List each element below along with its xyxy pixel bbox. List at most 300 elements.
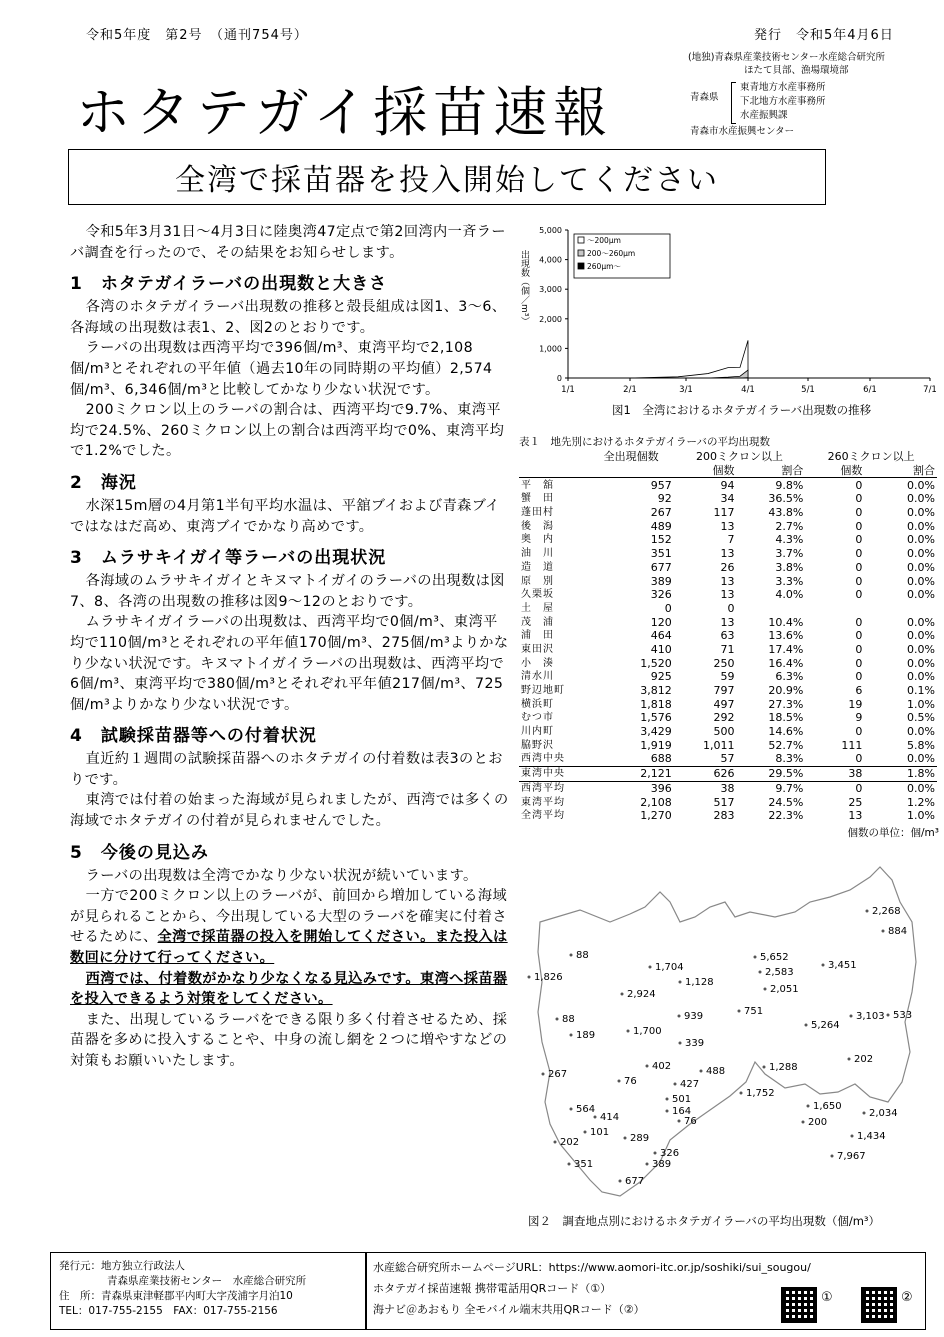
table-cell: 0.5% [907, 711, 935, 725]
station-point [754, 956, 757, 959]
station-point [678, 1120, 681, 1123]
table-cell: 0 [855, 547, 863, 561]
table-cell: 造 道 [521, 561, 554, 573]
station-value-label: 101 [590, 1127, 610, 1138]
table-cell: 0 [855, 725, 863, 739]
table-cell: 1,270 [640, 809, 672, 823]
table-row [519, 809, 937, 823]
qr-label-2: ② [901, 1290, 913, 1305]
table-cell: 後 潟 [521, 520, 554, 532]
station-value-label: 1,650 [813, 1101, 842, 1112]
table-cell: 2,108 [640, 795, 672, 809]
org-line: ほたて貝部、漁場環境部 [744, 65, 849, 76]
table-cell: 283 [713, 809, 735, 823]
station-point [700, 1070, 703, 1073]
table-cell: 13 [720, 615, 735, 629]
legend-swatch [578, 250, 584, 256]
table-cell: 0.0% [907, 781, 935, 795]
table-cell: 38 [805, 766, 864, 781]
table-cell: 油 川 [521, 548, 554, 560]
station-point [679, 981, 682, 984]
homepage-url[interactable]: 水産総合研究所ホームページURL：https://www.aomori-itc.or.jp/soshiki/sui_sougou/ [373, 1261, 811, 1274]
table-cell: 13 [848, 809, 863, 823]
x-tick-label: 6/1 [863, 385, 877, 395]
table-row [519, 615, 937, 629]
station-point [848, 1058, 851, 1061]
table-row [519, 519, 937, 533]
station-value-label: 414 [600, 1112, 620, 1123]
table-cell: 平 舘 [521, 479, 554, 491]
station-point [627, 1030, 630, 1033]
table-cell: 18.5% [768, 711, 804, 725]
station-point [666, 1110, 669, 1113]
station-point [759, 971, 762, 974]
table-cell: 3.8% [775, 560, 804, 574]
section-title: 5 今後の見込み [70, 842, 209, 863]
table-cell: 0.0% [907, 574, 935, 588]
chart-legend [574, 234, 670, 278]
table-cell: 横浜町 [521, 698, 554, 710]
station-value-label: 189 [576, 1030, 596, 1041]
table-cell: 0 [855, 670, 863, 684]
station-value-label: 326 [660, 1148, 680, 1159]
station-value-label: 202 [560, 1137, 580, 1148]
table-cell: 0 [855, 519, 863, 533]
table-cell: 0.0% [907, 533, 935, 547]
paragraph: 東湾では付着の始まった海域が見られましたが、西湾では多くの海域でホタテガイの付着が見られませんでした。 [70, 792, 509, 830]
table-cell: 200ミクロン以上 [696, 450, 784, 464]
table-cell: 1.0% [907, 809, 935, 823]
station-point [863, 1112, 866, 1115]
table-cell: 267 [650, 506, 672, 520]
station-point [646, 1163, 649, 1166]
station-point [738, 1010, 741, 1013]
table-cell: 797 [713, 684, 735, 698]
table-cell: 0 [727, 601, 735, 615]
chart-title: 図1 全湾におけるホタテガイラーバ出現数の推移 [612, 403, 872, 417]
station-value-label: 3,103 [856, 1011, 885, 1022]
table-cell: 20.9% [768, 684, 804, 698]
station-value-label: 939 [684, 1011, 704, 1022]
station-value-label: 884 [888, 926, 908, 937]
table-cell: 71 [720, 642, 735, 656]
table-cell: 120 [650, 615, 672, 629]
table-row [519, 561, 937, 575]
table-row [519, 684, 937, 698]
table-cell [519, 464, 588, 478]
table-cell: 1,011 [702, 738, 735, 752]
station-point [887, 1014, 890, 1017]
table-cell: 22.3% [768, 809, 804, 823]
table-title: 表１ 地先別におけるホタテガイラーバの平均出現数 [519, 436, 770, 448]
table-cell: 0.0% [907, 506, 935, 520]
table-cell: 全湾平均 [521, 810, 565, 822]
table-cell: 6.3% [775, 670, 804, 684]
table-cell [805, 602, 864, 616]
table-cell: 16.4% [768, 656, 804, 670]
table-row [519, 697, 937, 711]
station-value-label: 427 [680, 1079, 700, 1090]
org-line: 東青地方水産事務所 [740, 82, 826, 93]
station-value-label: 501 [672, 1094, 692, 1105]
table-cell: 1,520 [640, 656, 672, 670]
table-cell: 1,919 [640, 738, 672, 752]
y-tick-label: 2,000 [539, 314, 562, 324]
table-cell: 茂 浦 [521, 616, 554, 628]
table-cell: 17.4% [768, 642, 804, 656]
table-cell: 3.7% [775, 547, 804, 561]
station-point [542, 1073, 545, 1076]
table-cell: 6 [855, 684, 863, 698]
station-point [666, 1098, 669, 1101]
table-cell: 0 [855, 781, 863, 795]
table-cell: 0 [855, 588, 863, 602]
org-line: 青森市水産振興センター [690, 126, 795, 137]
table-cell: 0.1% [907, 684, 935, 698]
table-cell: 38 [720, 781, 735, 795]
station-point [594, 1116, 597, 1119]
legend-swatch [578, 237, 584, 243]
table-cell: 3,812 [640, 684, 672, 698]
station-point [554, 1141, 557, 1144]
table-cell: 292 [713, 711, 735, 725]
table-cell: 0.0% [907, 670, 935, 684]
station-value-label: 164 [672, 1106, 692, 1117]
table-cell: 奥 内 [521, 534, 554, 546]
footer-line: 青森県産業技術センター 水産総合研究所 [107, 1275, 307, 1287]
table-cell: 25 [848, 795, 863, 809]
paragraph: ラーバの出現数は全湾でかなり少ない状況が続いています。 [85, 867, 478, 884]
table-cell: 92 [657, 492, 672, 506]
map-caption: 図２ 調査地点別におけるホタテガイラーバの平均出現数（個/m³） [528, 1214, 881, 1228]
table-row [519, 574, 937, 588]
table-cell: 7 [727, 533, 735, 547]
table-row [519, 725, 937, 739]
station-point [570, 954, 573, 957]
table-row [519, 506, 937, 520]
table-cell: 63 [720, 629, 735, 643]
table-row [519, 602, 937, 616]
paragraph: 直近約１週間の試験採苗器へのホタテガイの付着数は表3のとおりです。 [70, 751, 503, 788]
table-row [519, 795, 937, 809]
section-title: 1 ホタテガイラーバの出現数と大きさ [70, 274, 388, 295]
table-cell: 626 [674, 766, 737, 781]
table-row [519, 670, 937, 684]
table-cell: 517 [713, 795, 735, 809]
table-cell: 蓬田村 [521, 507, 554, 519]
table-cell: 0 [805, 752, 864, 766]
table-cell: 13 [720, 588, 735, 602]
station-value-label: 200 [808, 1117, 828, 1128]
article-body [70, 222, 512, 1072]
station-value-label: 2,268 [872, 906, 901, 917]
station-value-label: 76 [684, 1116, 697, 1127]
table-cell: 個数 [805, 464, 864, 478]
table-cell: 497 [713, 697, 735, 711]
station-value-label: 1,128 [685, 977, 714, 988]
station-value-label: 3,451 [828, 960, 857, 971]
table-cell: 250 [713, 656, 735, 670]
station-value-label: 1,752 [746, 1088, 775, 1099]
paragraph-emphasis: 西湾では、付着数がかなり少なくなる見込みです。東湾へ採苗器を投入できるよう対策をしてください。 [70, 970, 508, 1008]
table-cell: 0 [664, 601, 672, 615]
y-tick-label: 1,000 [539, 344, 562, 354]
paragraph: 200ミクロン以上のラーバの割合は、西湾平均で9.7%、東湾平均で24.5%、260ミクロン以上の割合は西湾平均で0%、東湾平均で1.2%でした。 [70, 402, 505, 460]
table-cell: 0.0% [907, 492, 935, 506]
table-cell: 925 [650, 670, 672, 684]
station-point [570, 1034, 573, 1037]
station-value-label: 88 [562, 1014, 575, 1025]
table-cell: 24.5% [768, 795, 804, 809]
table-cell: 29.5% [736, 766, 805, 781]
station-point [851, 1135, 854, 1138]
table-cell: 0.0% [907, 642, 935, 656]
table-cell: 東田沢 [521, 643, 554, 655]
station-value-label: 76 [624, 1076, 637, 1087]
table-cell: 4.0% [775, 588, 804, 602]
table-cell: 川内町 [521, 726, 554, 738]
table-cell: むつ市 [521, 712, 554, 724]
org-line: 水産振興課 [740, 110, 788, 121]
table-row [519, 629, 937, 643]
legend-swatch [578, 263, 584, 269]
table-cell: 14.6% [768, 725, 804, 739]
table-cell: 13 [720, 519, 735, 533]
table-cell [736, 602, 805, 616]
footer-links [366, 1252, 926, 1330]
table-row [519, 711, 937, 725]
table-cell: 0.0% [907, 547, 935, 561]
legend-label: 200～260μm [587, 249, 636, 258]
table-cell: 19 [848, 697, 863, 711]
paragraph: 一方で200ミクロン以上のラーバが、前回から増加している海域が見られることから、今出現している大型のラーバを確実に付着させるために、全湾で採苗器の投入を開始してください。また投入は数回に分けて行ってください。 [70, 888, 508, 967]
table-cell: 割合 [864, 464, 937, 478]
station-point [528, 976, 531, 979]
larvae-table [519, 450, 937, 823]
table-cell: 2.7% [775, 519, 804, 533]
table-cell: 152 [650, 533, 672, 547]
qr-code-2-icon[interactable] [861, 1287, 897, 1323]
table-cell: 1.2% [907, 795, 935, 809]
station-point [570, 1108, 573, 1111]
table-row [519, 588, 937, 602]
station-value-label: 488 [706, 1066, 726, 1077]
headline [68, 149, 826, 205]
table-cell: 396 [650, 781, 672, 795]
x-tick-label: 5/1 [801, 385, 815, 395]
table-cell: 0 [855, 492, 863, 506]
station-value-label: 7,967 [837, 1151, 866, 1162]
intro-paragraph: 令和5年3月31日～4月3日に陸奥湾47定点で第2回湾内一斉ラーバ調査を行ったので、その結果をお知らせします。 [70, 224, 506, 261]
table-cell: 0 [855, 560, 863, 574]
station-point [805, 1024, 808, 1027]
table-cell: 全出現個数 [603, 450, 659, 464]
paragraph: ムラサキイガイラーバの出現数は、西湾平均で0個/m³、東湾平均で110個/m³とそれぞれの平年値170個/m³、275個/m³よりかなり少ない状況です。キヌマトイガイラーバの出現数は、西湾平均で6個/m³、東湾平均で380個/m³とそれぞれ平年値217個/m³、725個/m³よりかなり少ない状況です。 [70, 614, 509, 713]
table-row [519, 492, 937, 506]
station-value-label: 2,924 [627, 989, 656, 1000]
station-point [674, 1083, 677, 1086]
table-cell: 36.5% [768, 492, 804, 506]
table-cell [864, 602, 937, 616]
paragraph: 水深15m層の4月第1半旬平均水温は、平舘ブイおよび青森ブイではなはだ高め、東湾ブイでかなり高めです。 [70, 497, 500, 535]
station-value-label: 533 [893, 1010, 913, 1021]
table-cell: 34 [720, 492, 735, 506]
table-cell: 500 [713, 725, 735, 739]
station-value-label: 289 [630, 1133, 650, 1144]
chart-ylabel: 出現数（個／m³） [519, 250, 529, 326]
station-point [584, 1131, 587, 1134]
qr-code-1-icon[interactable] [781, 1287, 817, 1323]
table-cell: 464 [650, 629, 672, 643]
x-tick-label: 1/1 [561, 385, 575, 395]
x-tick-label: 3/1 [679, 385, 693, 395]
org-line: 下北地方水産事務所 [740, 96, 826, 107]
table-cell: 117 [713, 506, 735, 520]
table-cell: 東湾中央 [519, 766, 588, 781]
table-cell: 脇野沢 [521, 739, 554, 751]
table-row [519, 547, 937, 561]
station-point [556, 1018, 559, 1021]
table-cell: 13.6% [768, 629, 804, 643]
station-value-label: 677 [625, 1176, 645, 1187]
table-cell: 8.3% [736, 752, 805, 766]
station-value-label: 1,434 [857, 1131, 886, 1142]
footer-publisher [50, 1252, 366, 1330]
table-cell: 3.3% [775, 574, 804, 588]
table-cell: 0.0% [907, 615, 935, 629]
table-cell [588, 464, 673, 478]
legend-label: 260μm～ [587, 262, 621, 271]
station-value-label: 88 [576, 950, 589, 961]
table-cell: 677 [650, 560, 672, 574]
station-value-label: 1,288 [769, 1062, 798, 1073]
table-row [519, 643, 937, 657]
station-point [679, 1042, 682, 1045]
table-cell: 10.4% [768, 615, 804, 629]
x-tick-label: 4/1 [741, 385, 755, 395]
station-value-label: 339 [685, 1038, 705, 1049]
table1 [519, 434, 939, 840]
table-cell: 43.8% [768, 506, 804, 520]
station-value-label: 402 [652, 1061, 672, 1072]
paragraph: 各湾のホタテガイラーバ出現数の推移と殻長組成は図1、3～6、各海域の出現数は表1、2、図2のとおりです。 [70, 299, 507, 336]
table-cell: 0.0% [907, 725, 935, 739]
station-point [802, 1121, 805, 1124]
table-cell: 52.7% [768, 738, 804, 752]
table-cell: 土 屋 [521, 602, 554, 614]
footer-line: 住 所：青森県東津軽郡平内町大字茂浦字月泊10 [59, 1290, 293, 1302]
section-title: 3 ムラサキイガイ等ラーバの出現状況 [70, 548, 387, 569]
table-cell: 27.3% [768, 697, 804, 711]
station-value-label: 202 [854, 1054, 874, 1065]
station-point [764, 988, 767, 991]
table-cell: 0.0% [907, 478, 935, 492]
table-cell: 東湾平均 [521, 796, 565, 808]
y-tick-label: 4,000 [539, 255, 562, 265]
table-cell: 59 [720, 670, 735, 684]
org-line: (地独)青森県産業技術センター水産総合研究所 [688, 52, 886, 63]
table-cell: 個数 [674, 464, 737, 478]
station-point [618, 1080, 621, 1083]
table-cell: 0 [855, 642, 863, 656]
table-cell: 西湾平均 [521, 782, 565, 794]
table-row [519, 656, 937, 670]
table-cell: 1,576 [640, 711, 672, 725]
table-cell: 13 [720, 547, 735, 561]
table-cell: 原 別 [521, 575, 554, 587]
table-cell: 0.0% [907, 560, 935, 574]
table-cell: 13 [720, 574, 735, 588]
table-cell: 688 [588, 752, 673, 766]
issue-number: 令和5年度 第2号 （通刊754号） [86, 28, 308, 43]
table-cell: 4.3% [775, 533, 804, 547]
station-point [678, 1015, 681, 1018]
station-value-label: 2,583 [765, 967, 794, 978]
station-point [882, 930, 885, 933]
station-value-label: 1,826 [534, 972, 563, 983]
station-value-label: 351 [574, 1159, 594, 1170]
station-value-label: 751 [744, 1006, 764, 1017]
station-value-label: 1,700 [633, 1026, 662, 1037]
station-value-label: 389 [652, 1159, 672, 1170]
table-cell: 351 [650, 547, 672, 561]
table-cell: 9.7% [775, 781, 804, 795]
station-point [850, 1015, 853, 1018]
qr-note-2: 海ナビ＠あおもり 全モバイル端末共用QRコード（②） [373, 1303, 645, 1316]
y-tick-label: 5,000 [539, 226, 562, 235]
paragraph: また、出現しているラーバをできる限り多く付着させるため、採苗器を多めに投入することや、中身の流し網を２つに増やすなどの対策もお願いいたします。 [70, 1011, 508, 1069]
table-cell: 1,818 [640, 697, 672, 711]
station-point [621, 993, 624, 996]
section-title: 4 試験採苗器等への付着状況 [70, 726, 317, 747]
table-cell: 0 [855, 506, 863, 520]
station-point [624, 1137, 627, 1140]
table-row [519, 752, 937, 766]
table-header-row [519, 464, 937, 478]
table-cell: 0 [855, 533, 863, 547]
table-cell: 260ミクロン以上 [827, 450, 915, 464]
headline-text: 全湾で採苗器を投入開始してください [175, 163, 719, 198]
table-row [519, 766, 937, 781]
station-value-label: 267 [548, 1069, 568, 1080]
table-cell: 9.8% [775, 478, 804, 492]
table-cell: 浦 田 [521, 630, 554, 642]
legend-label: ～200μm [587, 236, 621, 245]
publication-date: 発行 令和5年4月6日 [754, 28, 894, 43]
footer-line: TEL：017-755-2155 FAX：017-755-2156 [59, 1305, 278, 1317]
station-point [740, 1092, 743, 1095]
station-point [619, 1180, 622, 1183]
table-cell: 0.0% [907, 519, 935, 533]
table-cell: 野辺地町 [521, 685, 565, 697]
table-cell: 0 [855, 574, 863, 588]
table-cell: 0.0% [907, 588, 935, 602]
table-cell: 0 [855, 629, 863, 643]
footer-line: 発行元：地方独立行政法人 [59, 1260, 185, 1272]
table-cell: 410 [650, 642, 672, 656]
page-title: ホタテガイ採苗速報 [76, 81, 614, 144]
table-cell: 111 [841, 738, 863, 752]
org-line: 青森県 [690, 92, 719, 103]
y-tick-label: 3,000 [539, 285, 562, 295]
paragraph: ラーバの出現数は西湾平均で396個/m³、東湾平均で2,108個/m³とそれぞれの平年値（過去10年の同時期の平均値）2,574個/m³、6,346個/m³と比較してかなり少ない状況です。 [70, 340, 493, 398]
table-cell [519, 450, 588, 464]
table-row [519, 738, 937, 752]
station-point [831, 1155, 834, 1158]
station-value-label: 5,264 [811, 1020, 840, 1031]
table-row [519, 478, 937, 492]
table-cell: 割合 [736, 464, 805, 478]
